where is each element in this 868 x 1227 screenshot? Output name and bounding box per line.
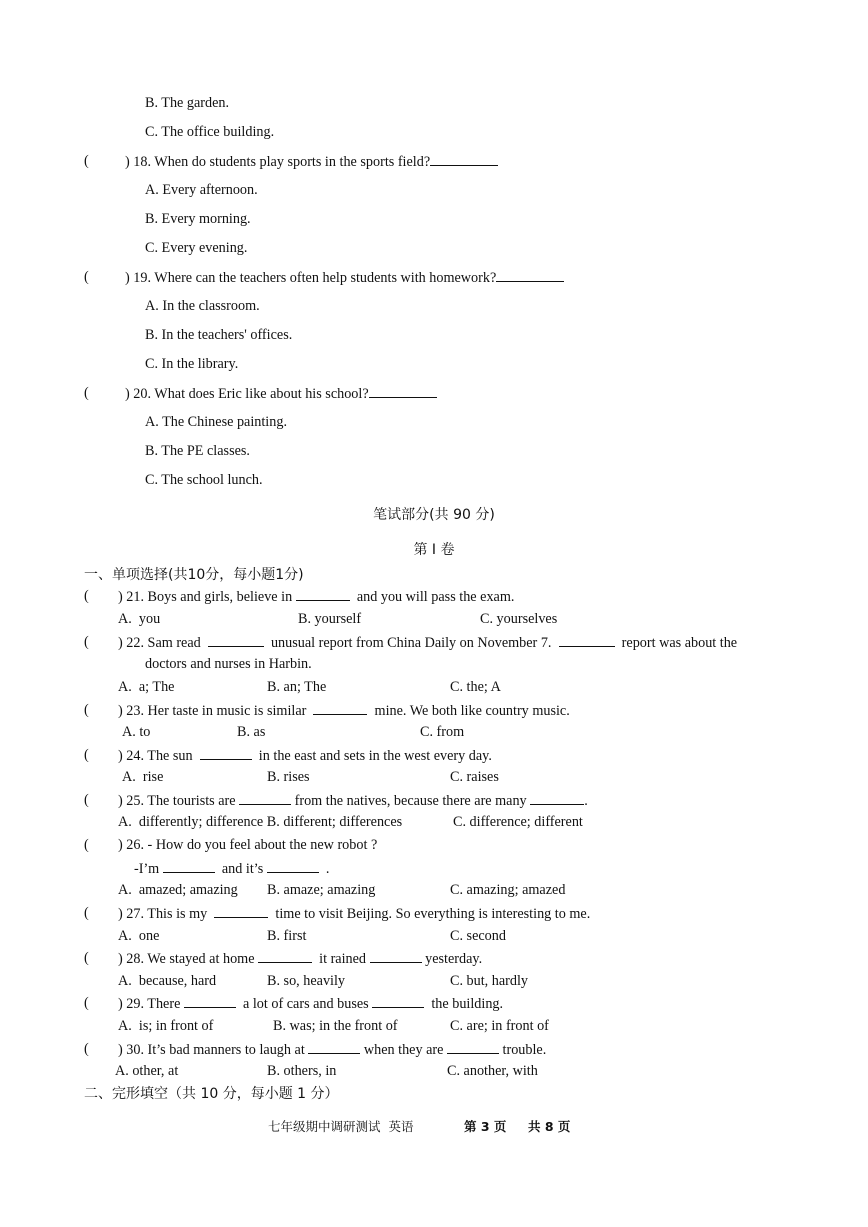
q25-stem: ) 25. The tourists are from the natives, because there are many .	[118, 793, 588, 809]
q22-stem-continued: doctors and nurses in Harbin.	[145, 656, 312, 672]
q18-option-a: A. Every afternoon.	[145, 182, 258, 198]
q29-option-b: B. was; in the front of	[273, 1018, 398, 1034]
written-section-title: 笔试部分(共 90 分)	[373, 507, 495, 523]
answer-blank[interactable]	[296, 587, 350, 601]
answer-blank[interactable]	[430, 152, 498, 166]
part1-heading: 一、单项选择(共10分，每小题1分)	[84, 567, 304, 583]
q18-open-paren: (	[84, 153, 89, 169]
answer-blank[interactable]	[372, 994, 424, 1008]
q30-option-c: C. another, with	[447, 1063, 538, 1079]
q21-option-b: B. yourself	[298, 611, 362, 627]
q23-option-b: B. as	[237, 724, 266, 740]
q28-open-paren: (	[84, 950, 89, 966]
q24-option-c: C. raises	[450, 769, 499, 785]
q19-option-c: C. In the library.	[145, 356, 239, 372]
q26-open-paren: (	[84, 837, 89, 853]
q21-option-c: C. yourselves	[480, 611, 558, 627]
q20-stem: ) 20. What does Eric like about his school?	[125, 384, 437, 403]
q24-open-paren: (	[84, 747, 89, 763]
q30-option-b: B. others, in	[267, 1063, 337, 1079]
q22-option-b: B. an; The	[267, 679, 327, 695]
q28-option-c: C. but, hardly	[450, 973, 529, 989]
q26-response: -I’m and it’s .	[134, 861, 330, 877]
q24-option-b: B. rises	[267, 769, 310, 785]
q21-stem: ) 21. Boys and girls, believe in and you will pass the exam.	[118, 589, 515, 605]
answer-blank[interactable]	[184, 994, 236, 1008]
footer-total-pages: 共 8 页	[528, 1119, 571, 1134]
q22-option-c: C. the; A	[450, 679, 501, 695]
q25-options-ab: A. differently; difference B. different; differences	[118, 814, 403, 830]
q22-stem: ) 22. Sam read unusual report from China Daily on November 7. report was about the	[118, 635, 738, 651]
q21-option-a: A. you	[118, 611, 161, 627]
q23-option-a: A. to	[122, 724, 151, 740]
q22-open-paren: (	[84, 634, 89, 650]
q18-stem: ) 18. When do students play sports in the sports field?	[125, 152, 498, 171]
q17-option-b: B. The garden.	[145, 95, 230, 111]
q23-stem: ) 23. Her taste in music is similar mine. We both like country music.	[118, 703, 570, 719]
q30-stem: ) 30. It’s bad manners to laugh at when they are trouble.	[118, 1042, 547, 1058]
answer-blank[interactable]	[163, 859, 215, 873]
footer-page-number: 第 3 页	[464, 1119, 507, 1134]
q18-option-b: B. Every morning.	[145, 211, 251, 227]
q20-option-c: C. The school lunch.	[145, 472, 263, 488]
q27-option-c: C. second	[450, 928, 506, 944]
q29-open-paren: (	[84, 995, 89, 1011]
answer-blank[interactable]	[496, 268, 564, 282]
answer-blank[interactable]	[239, 791, 291, 805]
q23-option-c: C. from	[420, 724, 465, 740]
q28-stem: ) 28. We stayed at home it rained yesterday.	[118, 951, 483, 967]
answer-blank[interactable]	[447, 1040, 499, 1054]
q24-option-a: A. rise	[122, 769, 164, 785]
q27-open-paren: (	[84, 905, 89, 921]
q20-option-a: A. The Chinese painting.	[145, 414, 287, 430]
q26-option-a: A. amazed; amazing	[118, 882, 238, 898]
q29-option-c: C. are; in front of	[450, 1018, 549, 1034]
q19-option-a: A. In the classroom.	[145, 298, 260, 314]
q27-option-a: A. one	[118, 928, 160, 944]
q20-open-paren: (	[84, 385, 89, 401]
q25-option-c: C. difference; different	[453, 814, 583, 830]
answer-blank[interactable]	[267, 859, 319, 873]
answer-blank[interactable]	[200, 746, 252, 760]
q28-option-b: B. so, heavily	[267, 973, 346, 989]
q21-open-paren: (	[84, 588, 89, 604]
q18-option-c: C. Every evening.	[145, 240, 248, 256]
answer-blank[interactable]	[308, 1040, 360, 1054]
q19-open-paren: (	[84, 269, 89, 285]
answer-blank[interactable]	[369, 384, 437, 398]
answer-blank[interactable]	[370, 949, 422, 963]
answer-blank[interactable]	[258, 949, 312, 963]
answer-blank[interactable]	[208, 633, 264, 647]
q26-option-c: C. amazing; amazed	[450, 882, 566, 898]
q29-stem: ) 29. There a lot of cars and buses the building.	[118, 996, 504, 1012]
q23-open-paren: (	[84, 702, 89, 718]
q17-option-c: C. The office building.	[145, 124, 275, 140]
answer-blank[interactable]	[214, 904, 268, 918]
q22-option-a: A. a; The	[118, 679, 175, 695]
q27-option-b: B. first	[267, 928, 307, 944]
footer-exam-name: 七年级期中调研测试 英语	[268, 1119, 414, 1134]
q24-stem: ) 24. The sun in the east and sets in the west every day.	[118, 748, 492, 764]
q26-option-b: B. amaze; amazing	[267, 882, 376, 898]
answer-blank[interactable]	[530, 791, 584, 805]
q25-open-paren: (	[84, 792, 89, 808]
q19-stem: ) 19. Where can the teachers often help students with homework?	[125, 268, 564, 287]
q26-stem: ) 26. - How do you feel about the new robot ?	[118, 837, 378, 853]
answer-blank[interactable]	[313, 701, 367, 715]
q27-stem: ) 27. This is my time to visit Beijing. So everything is interesting to me.	[118, 906, 591, 922]
volume-heading: 第 I 卷	[413, 542, 455, 558]
q20-option-b: B. The PE classes.	[145, 443, 250, 459]
q29-option-a: A. is; in front of	[118, 1018, 214, 1034]
q19-option-b: B. In the teachers' offices.	[145, 327, 293, 343]
q28-option-a: A. because, hard	[118, 973, 217, 989]
part2-heading: 二、完形填空（共 10 分，每小题 1 分）	[84, 1086, 339, 1102]
answer-blank[interactable]	[559, 633, 615, 647]
q30-open-paren: (	[84, 1041, 89, 1057]
q30-option-a: A. other, at	[115, 1063, 179, 1079]
